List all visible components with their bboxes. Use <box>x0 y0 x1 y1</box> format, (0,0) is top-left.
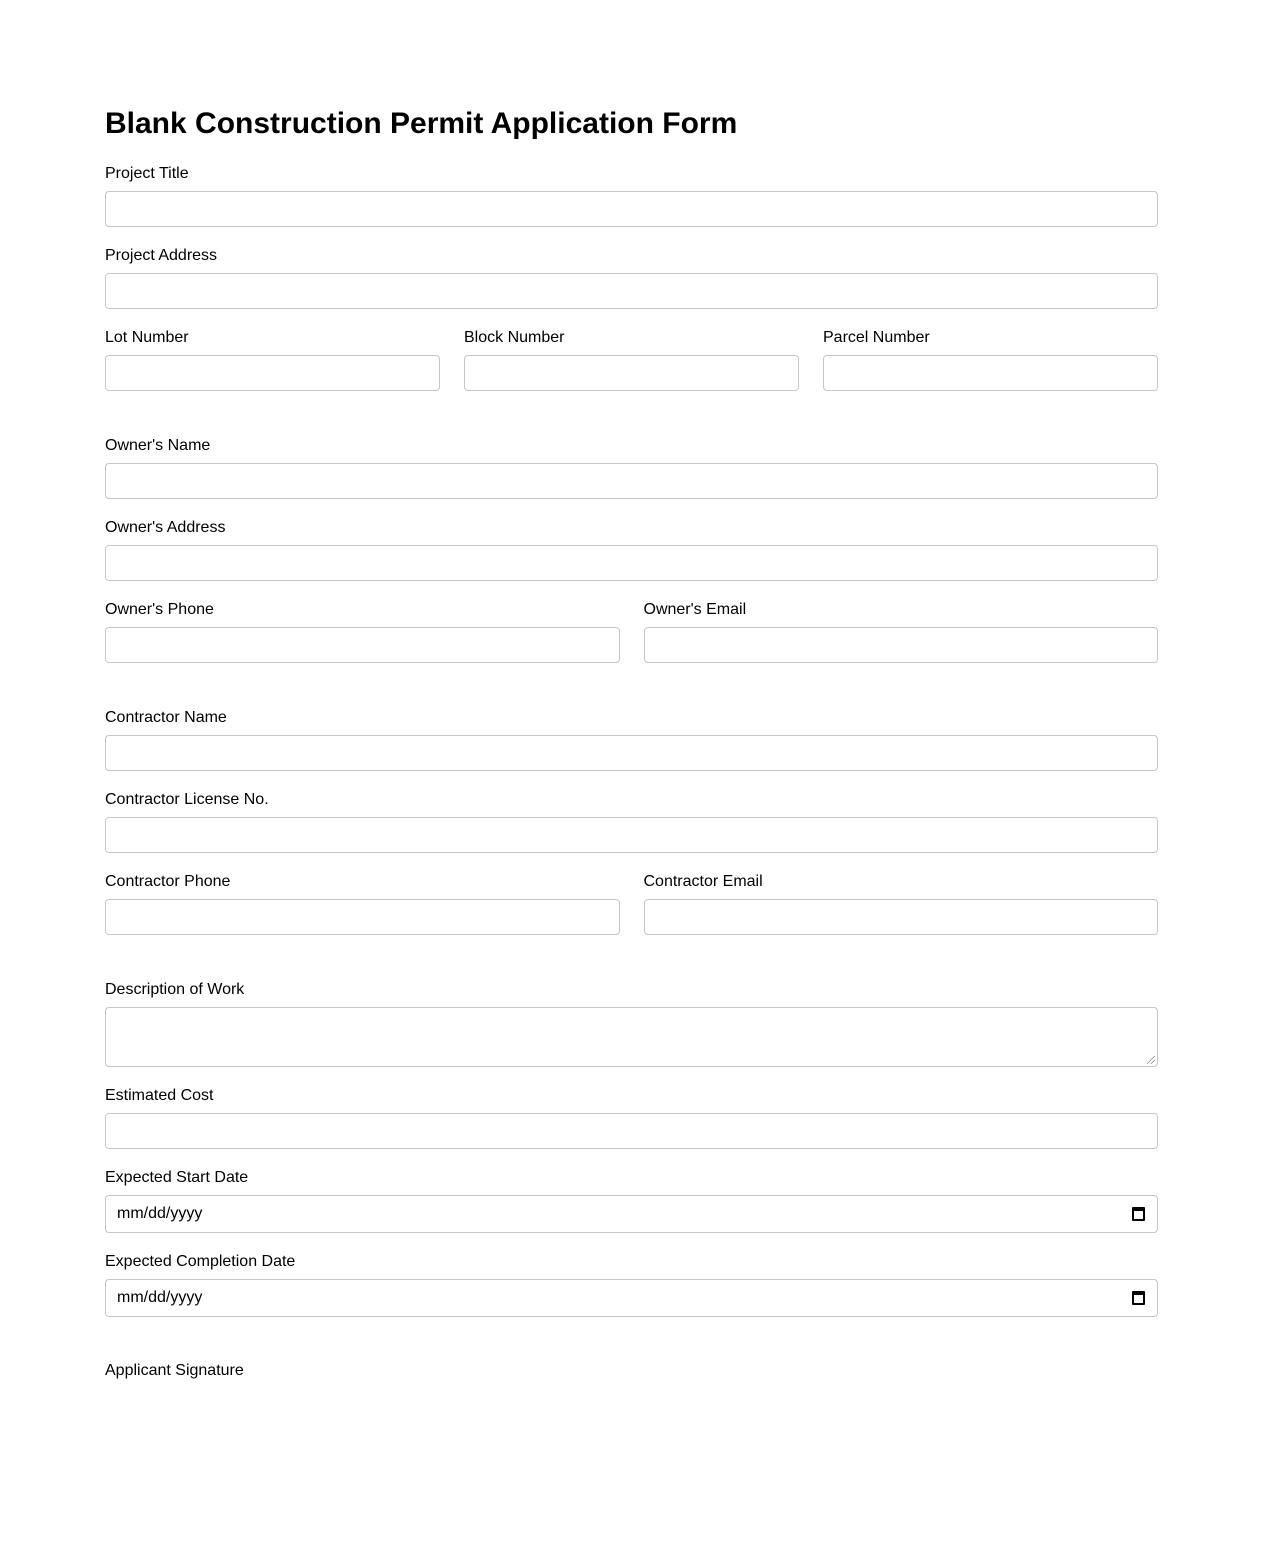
parcel-info-row <box>105 329 1158 391</box>
project-address-input[interactable] <box>105 273 1158 309</box>
completion-date-input[interactable] <box>105 1279 1158 1317</box>
permit-form <box>105 104 1158 1388</box>
completion-date-label: Expected Completion Date <box>105 1253 296 1270</box>
estimated-cost-label: Estimated Cost <box>105 1087 214 1104</box>
block-number-label: Block Number <box>464 329 565 346</box>
calendar-icon[interactable] <box>1132 1207 1145 1221</box>
block-number-field <box>464 329 799 391</box>
lot-number-field <box>105 329 440 391</box>
parcel-number-label: Parcel Number <box>823 329 930 346</box>
owner-name-field <box>105 437 1158 499</box>
contractor-email-input[interactable] <box>644 899 1159 935</box>
contractor-email-field <box>644 873 1159 935</box>
start-date-placeholder: mm/dd/yyyy <box>117 1205 203 1222</box>
parcel-number-input[interactable] <box>823 355 1158 391</box>
owner-phone-label: Owner's Phone <box>105 601 214 618</box>
project-title-input[interactable] <box>105 191 1158 227</box>
work-description-label: Description of Work <box>105 981 245 998</box>
owner-phone-input[interactable] <box>105 627 620 663</box>
owner-address-label: Owner's Address <box>105 519 226 536</box>
contractor-license-input[interactable] <box>105 817 1158 853</box>
start-date-label: Expected Start Date <box>105 1169 249 1186</box>
work-description-textarea[interactable] <box>105 1007 1158 1067</box>
parcel-number-field <box>823 329 1158 391</box>
lot-number-input[interactable] <box>105 355 440 391</box>
project-title-field <box>105 165 1158 227</box>
contractor-phone-field <box>105 873 620 935</box>
completion-date-placeholder: mm/dd/yyyy <box>117 1289 203 1306</box>
owner-name-label: Owner's Name <box>105 437 211 454</box>
estimated-cost-field <box>105 1087 1158 1149</box>
page-title: Blank Construction Permit Application Form <box>105 107 738 140</box>
owner-phone-field <box>105 601 620 663</box>
contractor-name-label: Contractor Name <box>105 709 227 726</box>
work-description-field <box>105 981 1158 1067</box>
contractor-license-label: Contractor License No. <box>105 791 269 808</box>
owner-name-input[interactable] <box>105 463 1158 499</box>
owner-address-field <box>105 519 1158 581</box>
start-date-field <box>105 1169 1158 1233</box>
calendar-icon[interactable] <box>1132 1291 1145 1305</box>
contractor-phone-label: Contractor Phone <box>105 873 231 890</box>
contractor-license-field <box>105 791 1158 853</box>
owner-email-field <box>644 601 1159 663</box>
owner-contact-row <box>105 601 1158 663</box>
contractor-contact-row <box>105 873 1158 935</box>
block-number-input[interactable] <box>464 355 799 391</box>
project-address-label: Project Address <box>105 247 218 264</box>
start-date-input[interactable] <box>105 1195 1158 1233</box>
completion-date-field <box>105 1253 1158 1317</box>
owner-address-input[interactable] <box>105 545 1158 581</box>
estimated-cost-input[interactable] <box>105 1113 1158 1149</box>
applicant-signature-label: Applicant Signature <box>105 1362 244 1379</box>
owner-email-input[interactable] <box>644 627 1159 663</box>
contractor-phone-input[interactable] <box>105 899 620 935</box>
project-title-label: Project Title <box>105 165 189 182</box>
project-address-field <box>105 247 1158 309</box>
lot-number-label: Lot Number <box>105 329 189 346</box>
contractor-name-input[interactable] <box>105 735 1158 771</box>
resize-grip-icon[interactable] <box>1147 1056 1155 1064</box>
signature-field <box>105 1362 1158 1380</box>
contractor-email-label: Contractor Email <box>643 873 763 890</box>
contractor-name-field <box>105 709 1158 771</box>
owner-email-label: Owner's Email <box>643 601 747 618</box>
